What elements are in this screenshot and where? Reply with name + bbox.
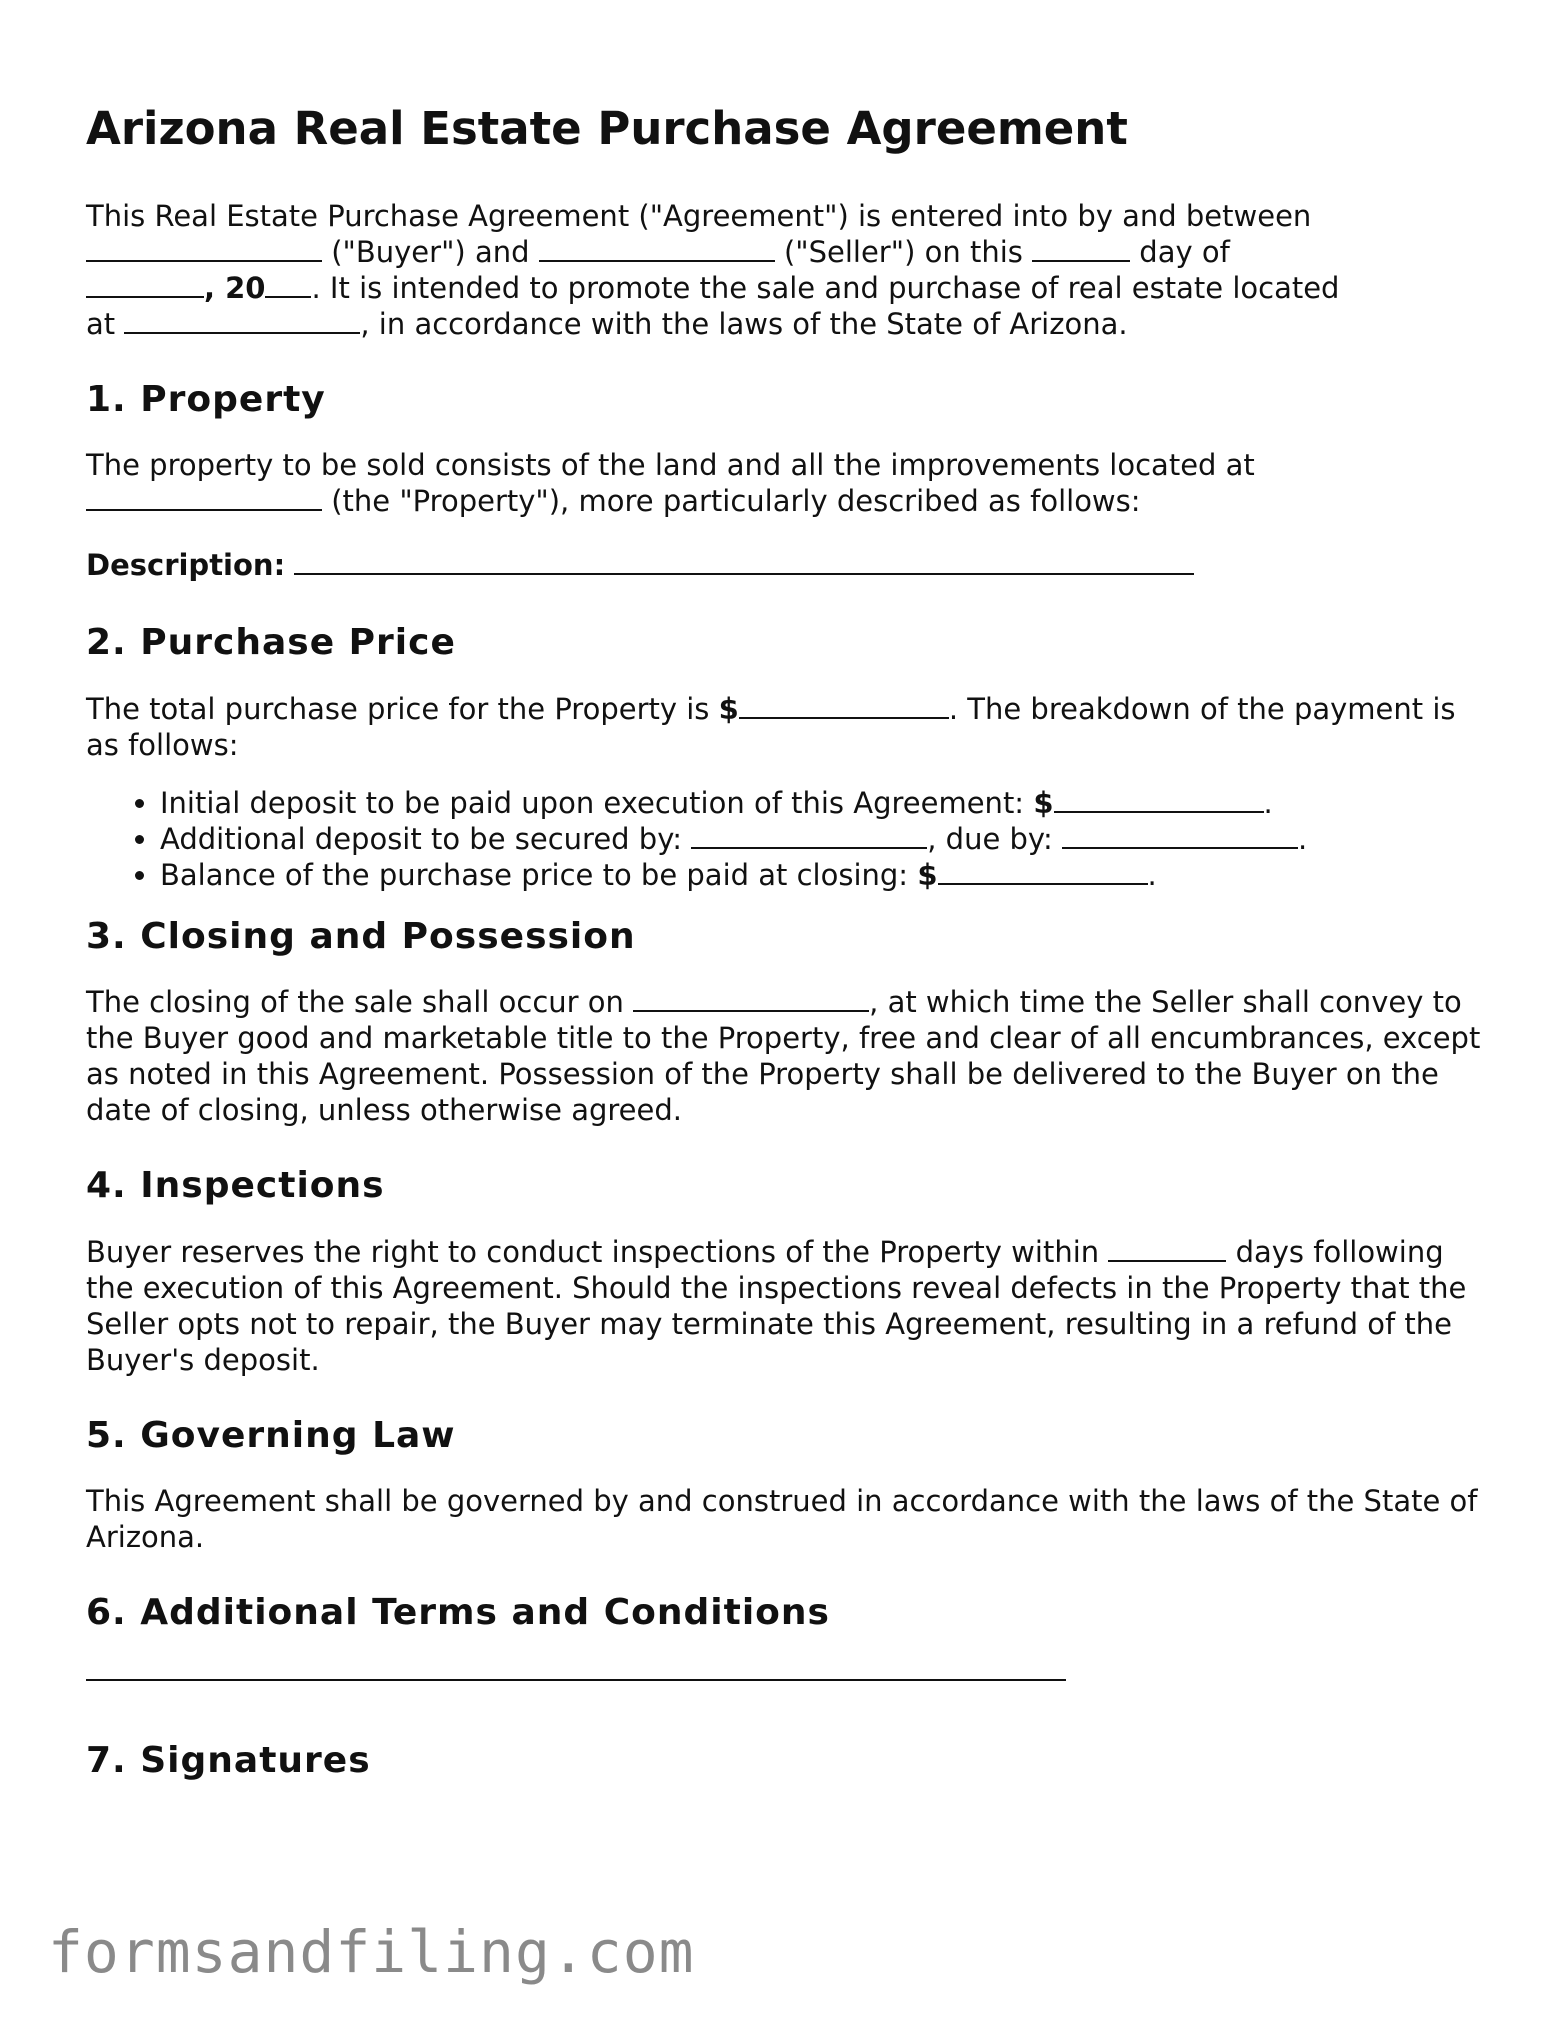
additional-deposit-field[interactable]	[691, 821, 927, 849]
price-paragraph: The total purchase price for the Property is $ . The breakdown of the payment is as follows:	[86, 691, 1456, 762]
section-heading-signatures: 7. Signatures	[86, 1740, 371, 1782]
property-paragraph: The property to be sold consists of the land and all the improvements located at (the "Property"), more particularly described as follows:	[86, 448, 1255, 519]
description-line: Description:	[86, 547, 1486, 583]
balance-field[interactable]	[938, 857, 1148, 885]
property-location-field[interactable]	[86, 483, 322, 511]
document	[86, 104, 1486, 1809]
list-item: • Initial deposit to be paid upon execution of this Agreement: $ .	[160, 785, 1486, 821]
watermark: formsandfiling.com	[48, 1918, 695, 1986]
page-title: Arizona Real Estate Purchase Agreement	[86, 102, 1128, 155]
seller-name-field[interactable]	[539, 234, 775, 262]
due-by-field[interactable]	[1062, 821, 1298, 849]
law-paragraph: This Agreement shall be governed by and construed in accordance with the laws of the State of Arizona.	[86, 1484, 1478, 1555]
list-item: • Additional deposit to be secured by: , due by: .	[160, 821, 1486, 857]
description-field[interactable]	[294, 547, 1194, 575]
section-heading-price: 2. Purchase Price	[86, 622, 456, 664]
section-heading-law: 5. Governing Law	[86, 1414, 456, 1456]
total-price-field[interactable]	[739, 691, 949, 719]
intro-paragraph: This Real Estate Purchase Agreement ("Agreement") is entered into by and between ("Buyer") and ("Seller") on this day of , 20 . It is intended to promote the sale and purchase of real estate located at , in accordance with the laws of the State of Arizona.	[86, 198, 1340, 341]
buyer-name-field[interactable]	[86, 234, 322, 262]
additional-terms-field[interactable]	[86, 1677, 1066, 1681]
initial-deposit-field[interactable]	[1054, 785, 1264, 813]
day-field[interactable]	[1032, 234, 1130, 262]
payment-list	[86, 785, 1486, 893]
property-address-field[interactable]	[124, 306, 360, 334]
section-heading-property: 1. Property	[86, 378, 326, 420]
inspections-paragraph: Buyer reserves the right to conduct inspections of the Property within days following the execution of this Agreement. Should the inspections reveal defects in the Property that the Seller opts not to repair, the Buyer may terminate this Agreement, resulting in a refund of the Buyer's deposit.	[86, 1234, 1467, 1377]
closing-paragraph: The closing of the sale shall occur on , at which time the Seller shall convey to the Buyer good and marketable title to the Property, free and clear of all encumbrances, except as noted in this Agreement. Possession of the Property shall be delivered to the Buyer on the date of closing, unless otherwise agreed.	[86, 985, 1481, 1128]
inspection-days-field[interactable]	[1108, 1234, 1226, 1262]
section-heading-closing: 3. Closing and Possession	[86, 915, 636, 957]
closing-date-field[interactable]	[633, 984, 869, 1012]
section-heading-terms: 6. Additional Terms and Conditions	[86, 1592, 830, 1634]
month-field[interactable]	[86, 270, 204, 298]
section-heading-inspections: 4. Inspections	[86, 1165, 385, 1207]
list-item: • Balance of the purchase price to be paid at closing: $ .	[160, 857, 1486, 893]
year-field[interactable]	[265, 270, 311, 298]
